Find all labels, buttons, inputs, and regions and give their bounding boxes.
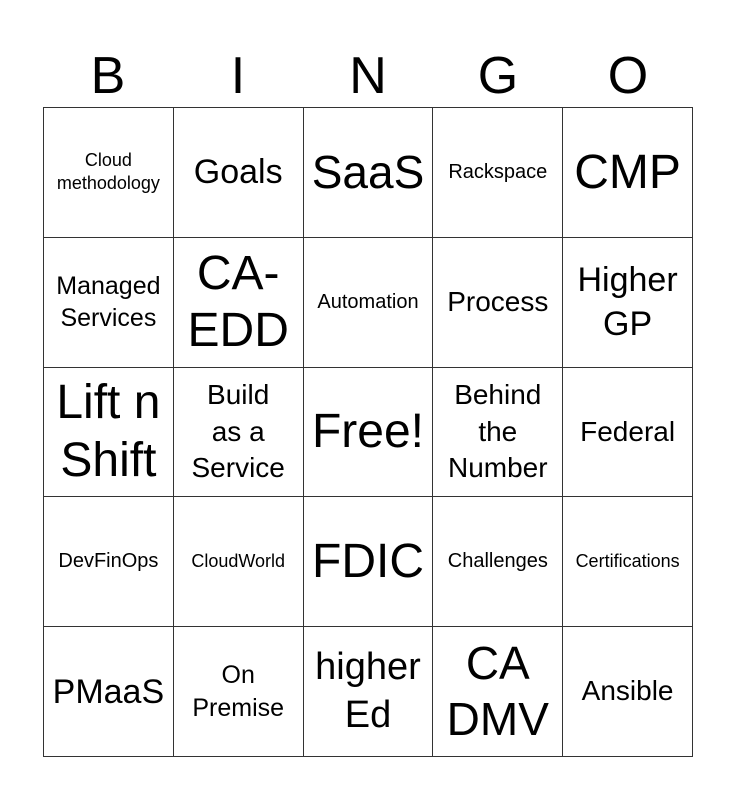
header-letter-o: O [607,47,649,105]
free-space-cell[interactable] [304,368,434,498]
bingo-cell[interactable] [563,627,693,757]
cell-text: higher Ed [315,646,421,736]
header-letter-b: B [90,47,126,105]
cell-text: Certifications [575,551,680,572]
cell-text: Lift n Shift [56,376,161,487]
bingo-cell[interactable] [174,368,304,498]
cell-text: FDIC [312,534,424,588]
bingo-cell[interactable] [433,368,563,498]
bingo-cell[interactable] [44,238,174,368]
cell-text: Challenges [447,550,548,573]
bingo-cell[interactable] [304,497,434,627]
bingo-cell[interactable] [174,238,304,368]
cell-text: Build as a Service [191,379,285,484]
header-letter-n: N [349,47,387,105]
cell-text: Behind the Number [447,379,548,484]
cell-text: SaaS [311,145,425,198]
bingo-header [43,44,693,108]
cell-text: CA- EDD [187,246,289,358]
bingo-cell[interactable] [563,108,693,238]
bingo-cell[interactable] [433,627,563,757]
cell-text: PMaaS [52,672,165,711]
bingo-cell[interactable] [174,627,304,757]
bingo-cell[interactable] [433,238,563,368]
cell-text: Federal [580,415,676,447]
bingo-cell[interactable] [44,497,174,627]
cell-text: Higher GP [577,261,678,344]
bingo-cell[interactable] [563,238,693,368]
bingo-cell[interactable] [44,627,174,757]
cell-text: Process [447,286,549,317]
bingo-cell[interactable] [44,108,174,238]
cell-text: CMP [574,145,681,199]
cell-text: Automation [317,290,419,313]
bingo-cell[interactable] [174,497,304,627]
cell-text: On Premise [192,661,285,722]
header-letter-g: G [477,47,519,105]
cell-text: Ansible [581,675,674,707]
bingo-cell[interactable] [563,497,693,627]
cell-text: CloudWorld [191,551,286,572]
bingo-cell[interactable] [304,238,434,368]
cell-text: Managed Services [56,271,161,333]
header-letter-i: I [230,47,246,105]
bingo-cell[interactable] [44,368,174,498]
cell-text: DevFinOps [58,550,159,573]
free-space-text: Free! [311,405,424,459]
bingo-grid [43,107,693,757]
bingo-cell[interactable] [304,108,434,238]
bingo-cell[interactable] [304,627,434,757]
bingo-cell[interactable] [174,108,304,238]
cell-text: Cloud methodology [56,150,160,194]
bingo-cell[interactable] [433,108,563,238]
cell-text: CA DMV [446,637,549,745]
cell-text: Rackspace [448,160,548,183]
cell-text: Goals [193,153,283,192]
bingo-cell[interactable] [433,497,563,627]
bingo-cell[interactable] [563,368,693,498]
